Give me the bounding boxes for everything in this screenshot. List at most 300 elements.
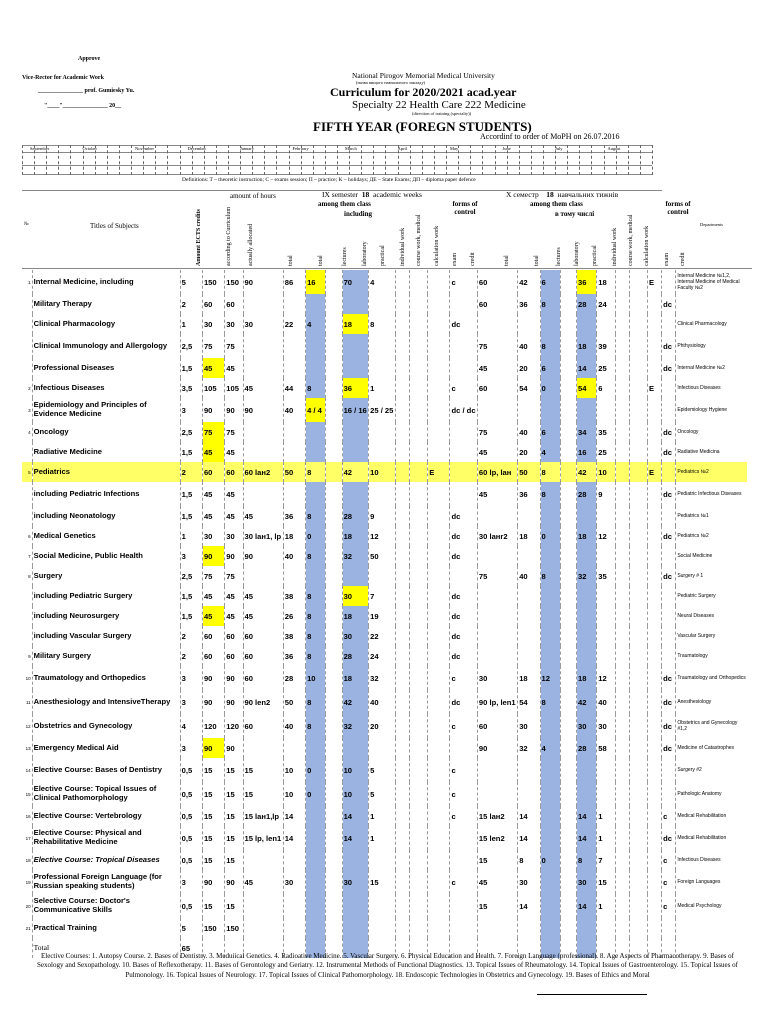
table-row [22,482,747,506]
cell-n: 10 [25,675,31,681]
cell-p10 [576,918,596,938]
cell-lab10 [560,566,576,586]
date-line: "____"_______________ 20__ [44,103,122,109]
cell-l10: 8 [540,690,560,714]
cell-t9 [243,442,283,462]
cell-cw9 [395,690,409,714]
coursework9-header: course work, medical [416,214,422,266]
cell-calc10 [629,566,647,586]
cell-lab10 [560,758,576,782]
cell-lab9 [326,586,342,606]
calendar-week-divider [482,145,483,175]
cell-lab9 [326,666,342,690]
cell-p9 [342,566,369,586]
cell-f9: dc [450,506,477,526]
cell-cw10 [615,894,629,918]
cell-i9 [369,358,396,378]
cell-acc: 60 [202,462,224,482]
cell-ects: 1,5 [180,606,202,626]
cell-calc9 [409,626,427,646]
cell-f10 [662,398,676,422]
cell-calc10 [629,546,647,566]
cell-lab9 [326,826,342,850]
table-row [22,782,747,806]
cell-f9 [450,826,477,850]
calendar-week-divider [143,145,144,175]
cell-l10 [540,398,560,422]
cell-calc9 [409,646,427,666]
calendar-week-divider [180,145,181,175]
cell-f9e [428,398,450,422]
cell-f9e [428,758,450,782]
cell-lab10 [560,606,576,626]
cell-lab10 [560,378,576,398]
cell-f9e [428,506,450,526]
cell-lab9 [326,806,342,826]
cell-f10 [662,506,676,526]
cell-lab9 [326,646,342,666]
cell-name: including Neurosurgery [32,606,180,626]
cell-dep: Epidemiology Hygiene [676,398,747,422]
cell-t10: 45 [477,870,517,894]
cell-l10 [540,758,560,782]
cell-f10: dc [662,442,676,462]
cell-calc10 [629,714,647,738]
cell-t9 [243,294,283,314]
cell-name: including Pediatric Infections [32,482,180,506]
cell-n: 17 [25,835,31,841]
cell-ects: 2 [180,294,202,314]
cell-lab9 [326,398,342,422]
cell-p9: 32 [342,714,369,738]
cell-f9e: E [428,462,450,482]
cell-n [22,482,32,506]
cell-t9 [243,422,283,442]
cell-l9 [306,442,326,462]
cell-name: Oncology [32,422,180,442]
cell-calc10 [629,294,647,314]
cell-t10: 45 [477,482,517,506]
cell-p9 [342,850,369,870]
cell-t10: 60 [477,294,517,314]
cell-f9: dc [450,314,477,334]
table-row [22,422,747,442]
cell-acc: 90 [202,690,224,714]
cell-p10: 32 [576,566,596,586]
cell-acc: 75 [202,422,224,442]
cell-lab9 [326,546,342,566]
cell-name: Pediatrics [32,462,180,482]
cell-cw10 [615,314,629,334]
calendar-week-divider [567,145,568,175]
cell-i9: 12 [369,526,396,546]
cell-f10: c [662,850,676,870]
cell-t10 [477,606,517,626]
calendar-week-divider [616,145,617,175]
cell-cw9 [395,850,409,870]
cell-f9 [450,566,477,586]
cell-name: Elective Course: Vertebrology [32,806,180,826]
cell-f9e [428,378,450,398]
cell-act: 30 [225,314,243,334]
calendar-week-divider [192,145,193,175]
cell-f10 [662,758,676,782]
calendar-month: November [135,146,154,151]
cell-c9: 86 [283,270,305,294]
cell-p9: 42 [342,462,369,482]
cell-dep: Infectious Diseases [676,378,747,398]
cell-act: 45 [225,358,243,378]
cell-f10e [647,626,661,646]
x-semester-header [506,190,618,199]
cell-i10: 12 [597,526,615,546]
cell-name: Infectious Diseases [32,378,180,398]
calendar-week-divider [446,145,447,175]
cell-p10: 18 [576,666,596,690]
cell-t10: 60 lp, laн [477,462,517,482]
cell-f10e [647,606,661,626]
cell-ects: 1,5 [180,586,202,606]
x-including: в тому числі [555,210,595,218]
calendar-week-divider [301,145,302,175]
cell-n: 16 [25,813,31,819]
cell-cw9 [395,870,409,894]
cell-t10: 75 [477,334,517,358]
table-row [22,826,747,850]
cell-n: 2 [28,385,31,391]
cell-calc10 [629,690,647,714]
cell-calc9 [409,738,427,758]
cell-cw9 [395,566,409,586]
cell-calc10 [629,398,647,422]
cell-p9 [342,334,369,358]
cell-acc: 150 [202,918,224,938]
cell-i9: 10 [369,462,396,482]
cell-f9e [428,782,450,806]
cell-t9: 15 laн1,lp [243,806,283,826]
cell-p9: 18 [342,526,369,546]
x-among-class: among them class [530,200,583,208]
cell-n: 7 [28,553,31,559]
cell-dep: Pediatric Surgery [676,586,747,606]
ects-header: Amount ECTS credits [196,209,202,266]
cell-lab9 [326,714,342,738]
cell-t9: 45 [243,506,283,526]
cell-lab10 [560,806,576,826]
calendar-week-divider [22,145,23,175]
table-row [22,546,747,566]
cell-name: Internal Medicine, including [32,270,180,294]
cell-f9e [428,918,450,938]
cell-f9e [428,270,450,294]
cell-f9: dc / dc [450,398,477,422]
cell-p10 [576,758,596,782]
cell-lab9 [326,270,342,294]
specialty-sub: (direction of training (specialty)) [412,111,472,116]
cell-name: Surgery [32,566,180,586]
cell-name: Total [32,938,180,958]
ix-among-class: among them class [318,200,371,208]
cell-cw9 [395,270,409,294]
cell-dep: Pediatrics №2 [676,462,747,482]
cell-calc9 [409,870,427,894]
cell-act: 90 [225,398,243,422]
cell-calc9 [409,566,427,586]
cell-cw9 [395,626,409,646]
cell-lab9 [326,334,342,358]
cell-cw9 [395,398,409,422]
cell-f9e [428,894,450,918]
cell-l10 [540,546,560,566]
calendar-week-divider [579,145,580,175]
cell-f10: dc [662,294,676,314]
cell-p10: 18 [576,526,596,546]
cell-p9: 10 [342,758,369,782]
cell-c9: 22 [283,314,305,334]
cell-c10: 14 [518,806,540,826]
cell-name: including Vascular Surgery [32,626,180,646]
cell-lab10 [560,586,576,606]
cell-l10: 8 [540,294,560,314]
cell-i9: 50 [369,546,396,566]
cell-i10: 18 [597,270,615,294]
cell-p9: 30 [342,870,369,894]
cell-calc10 [629,378,647,398]
cell-c9: 38 [283,626,305,646]
table-row [22,606,747,626]
cell-l10: 6 [540,358,560,378]
cell-act: 30 [225,526,243,546]
cell-calc9 [409,294,427,314]
cell-act: 60 [225,294,243,314]
cell-acc: 45 [202,586,224,606]
cell-dep: Internal Medicine №2 [676,358,747,378]
cell-i10: 58 [597,738,615,758]
cell-c10: 20 [518,442,540,462]
cell-f9e [428,566,450,586]
cell-calc9 [409,606,427,626]
calendar-week-divider [34,145,35,175]
cell-t9: 60 [243,714,283,738]
cell-ects: 0,5 [180,850,202,870]
table-row [22,738,747,758]
cell-lab9 [326,526,342,546]
calendar-week-divider [628,145,629,175]
cell-acc: 90 [202,398,224,422]
cell-calc10 [629,870,647,894]
cell-cw9 [395,606,409,626]
cell-n [22,334,32,358]
cell-l9: 8 [306,690,326,714]
cell-f10e [647,758,661,782]
cell-ects: 3 [180,546,202,566]
cell-dep: Pediatrics №1 [676,506,747,526]
cell-l9: 8 [306,646,326,666]
cell-cw10 [615,738,629,758]
cell-acc: 90 [202,546,224,566]
cell-ects: 2 [180,646,202,666]
cell-i10 [597,918,615,938]
cell-ects: 0,5 [180,826,202,850]
calendar-month: March [345,146,357,151]
cell-name: Obstetrics and Gynecology [32,714,180,738]
cell-c10 [518,506,540,526]
cell-l10 [540,894,560,918]
cell-lab9 [326,738,342,758]
calendar-week-divider [410,145,411,175]
cell-t10 [477,586,517,606]
cell-f9e [428,358,450,378]
cell-n [22,586,32,606]
amount-hours-header: amount of hours [230,192,276,200]
cell-cw9 [395,714,409,738]
cell-f9 [450,334,477,358]
cell-ects: 1 [180,526,202,546]
cell-cw10 [615,358,629,378]
cell-dep: Medical Rehabilitation [676,806,747,826]
cell-lab9 [326,918,342,938]
cell-acc: 60 [202,626,224,646]
calendar-week-divider [604,145,605,175]
cell-ects: 4 [180,714,202,738]
cell-n [22,506,32,526]
cell-i9 [369,294,396,314]
cell-ects: 1,5 [180,506,202,526]
cell-l9: 8 [306,626,326,646]
cell-lab9 [326,566,342,586]
calendar-week-divider [349,145,350,175]
table-row [22,690,747,714]
cell-calc10 [629,422,647,442]
calendar-week-divider [252,145,253,175]
table-row [22,586,747,606]
cell-c9: 36 [283,646,305,666]
calendar-month: October [82,146,97,151]
cell-t9 [243,482,283,506]
cell-n: 20 [25,903,31,909]
cell-f10e [647,918,661,938]
cell-cw10 [615,546,629,566]
calendar-week-divider [204,145,205,175]
cell-i10 [597,646,615,666]
cell-cw10 [615,806,629,826]
cell-f10e [647,870,661,894]
cell-f9: c [450,378,477,398]
cell-c10 [518,546,540,566]
exam10-header: exam [664,253,670,266]
cell-ects: 2 [180,462,202,482]
cell-calc9 [409,506,427,526]
cell-cw9 [395,806,409,826]
cell-dep: Anesthesiology [676,690,747,714]
footer-signature-rule [537,994,647,995]
cell-lab10 [560,826,576,850]
cell-cw9 [395,442,409,462]
cell-t10: 45 [477,442,517,462]
cell-i9 [369,566,396,586]
cell-c9: 40 [283,546,305,566]
cell-i10: 35 [597,566,615,586]
cell-calc9 [409,690,427,714]
cell-i10: 25 [597,442,615,462]
cell-name: Elective Course: Tropical Diseases [32,850,180,870]
cell-name: Anesthesiology and IntensiveTherapy [32,690,180,714]
cell-act: 60 [225,646,243,666]
cell-lab10 [560,442,576,462]
cell-p9: 28 [342,506,369,526]
cell-cw9 [395,586,409,606]
cell-f9e [428,586,450,606]
cell-l9 [306,566,326,586]
cell-i10: 9 [597,482,615,506]
cell-f9 [450,442,477,462]
exam9-header: exam [452,253,458,266]
laboratory9-header: laboratory [362,241,368,266]
cell-p10: 36 [576,270,596,294]
cell-l10: 4 [540,442,560,462]
elective-courses-note: Elective Courses: 1. Autopsy Course. 2. Bases of Dentistry. 3. Meduiical Genetics. 4. Radioative Medicine. 5. Vascular Surgery. 6. Physical Education and Health. 7. Foreign Language (professional). 8. Age Aspects of Pharmacotherapy. 9. Bases of Sexology and Sexopathology. 10. Bases of Reflexotherapy. 11. Bases of Gerontology and Geriatry. 12. Instrumental Methods of Functional Diagnostics. 13. Topical Issues of Rheumatology. 14. Topical Issues of Gastroenterology. 15. Topical Issues of Pulmonology. 16. Topical Issues of Neurology. 17. Topical Issues of Clinical Pathomorphology. 18. Endoscopic Technologies in Obstetrics and Gynecology. 19. Bases of Ethics and Moral [37,952,738,979]
cell-f10 [662,378,676,398]
cell-p10: 28 [576,738,596,758]
cell-calc9 [409,442,427,462]
cell-lab10 [560,462,576,482]
cell-i10 [597,782,615,806]
ix-including: including [344,210,373,218]
cell-dep: Radiative Medicina [676,442,747,462]
calendar-month: May [450,146,459,151]
cell-i10: 15 [597,870,615,894]
cell-lab10 [560,358,576,378]
calendar-week-divider [70,145,71,175]
cell-c9: 38 [283,586,305,606]
cell-ects: 2,5 [180,422,202,442]
cell-t9: 60 laн2 [243,462,283,482]
class9-header: total [318,255,324,266]
cell-n: 15 [25,791,31,797]
x-forms-control: forms of control [665,200,691,216]
cell-f9e [428,714,450,738]
cell-ects: 3 [180,666,202,690]
cell-calc10 [629,826,647,850]
cell-c10: 20 [518,358,540,378]
cell-n: 3 [28,407,31,413]
cell-ects: 1,5 [180,358,202,378]
cell-cw9 [395,546,409,566]
cell-i9: 24 [369,646,396,666]
table-row [22,870,747,894]
cell-p9: 30 [342,586,369,606]
cell-ects: 0,5 [180,806,202,826]
cell-act: 45 [225,482,243,506]
cell-dep: Obstetrics and Gynecology #1,2 [676,714,747,738]
cell-calc10 [629,850,647,870]
cell-calc9 [409,482,427,506]
cell-l9 [306,334,326,358]
calculation10-header: calculation work [644,225,650,266]
cell-calc10 [629,462,647,482]
cell-t10: 45 [477,358,517,378]
cell-f9e [428,870,450,894]
cell-f10 [662,546,676,566]
cell-f10 [662,606,676,626]
cell-lab10 [560,526,576,546]
cell-l9: 4 [306,314,326,334]
cell-l9: 0 [306,526,326,546]
cell-l10 [540,806,560,826]
cell-i9: 7 [369,586,396,606]
practical10-header: practical [592,245,598,266]
cell-c10 [518,646,540,666]
